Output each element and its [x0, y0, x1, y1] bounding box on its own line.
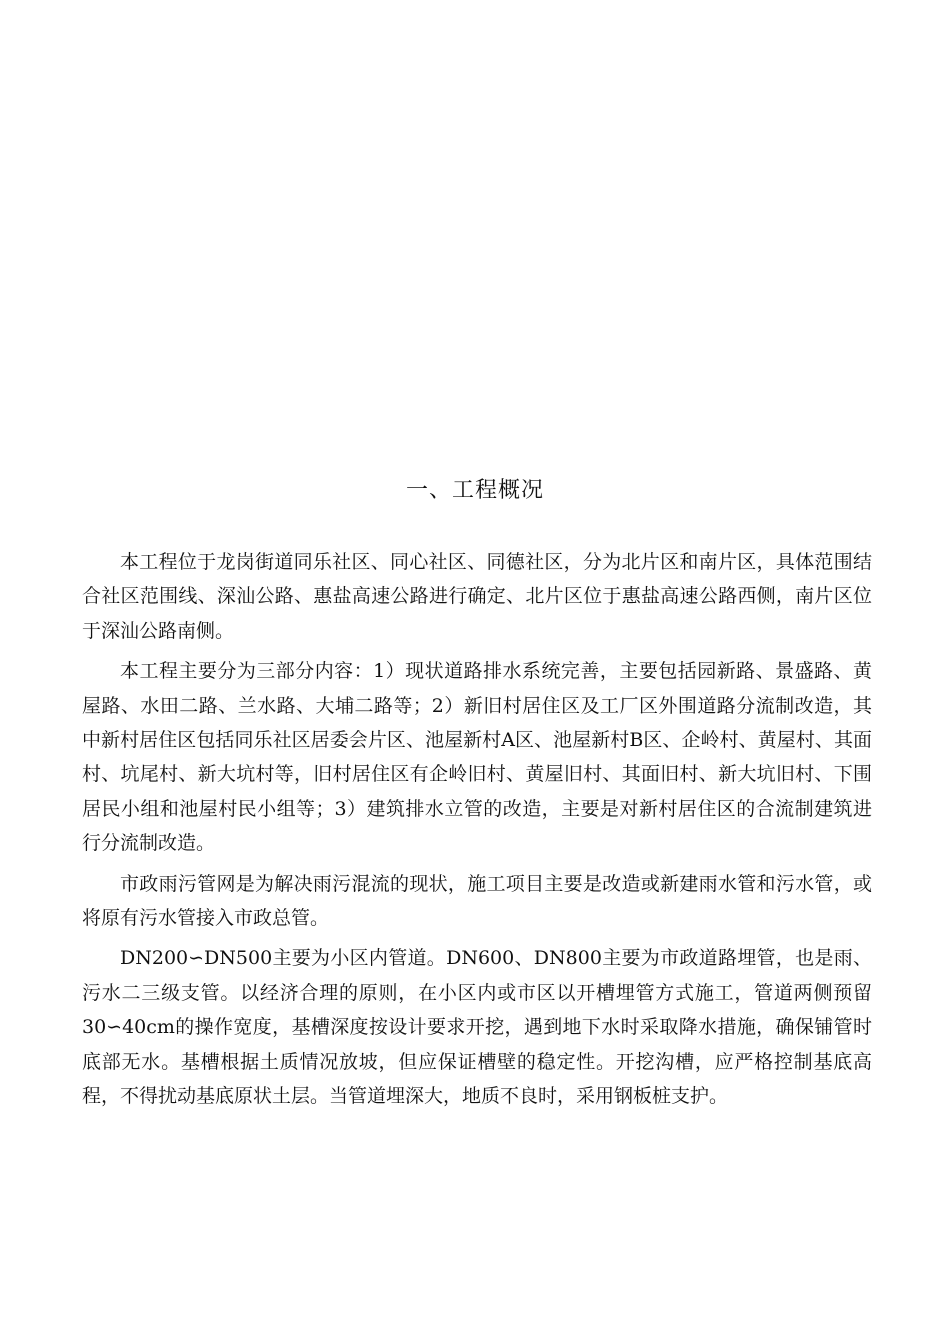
- body-text: [82, 545, 872, 1120]
- paragraph-location: 本工程位于龙岗街道同乐社区、同心社区、同德社区，分为北片区和南片区，具体范围结合社区范围线、深汕公路、惠盐高速公路进行确定、北片区位于惠盐高速公路西侧，南片区位于深汕公路南侧。: [82, 551, 872, 642]
- paragraph-scope: 本工程主要分为三部分内容：1）现状道路排水系统完善，主要包括园新路、景盛路、黄屋路、水田二路、兰水路、大埔二路等；2）新旧村居住区及工厂区外围道路分流制改造，其中新村居住区包括同乐社区居委会片区、池屋新村A区、池屋新村B区、企岭村、黄屋村、其面村、坑尾村、新大坑村等，旧村居住区有企岭旧村、黄屋旧村、其面旧村、新大坑旧村、下围居民小组和池屋村民小组等；3）建筑排水立管的改造，主要是对新村居住区的合流制建筑进行分流制改造。: [82, 660, 872, 855]
- paragraph-pipe-network: 市政雨污管网是为解决雨污混流的现状，施工项目主要是改造或新建雨水管和污水管，或将原有污水管接入市政总管。: [82, 872, 872, 930]
- section-title: 一、工程概况: [405, 478, 544, 503]
- paragraph-construction-method: DN200∽DN500主要为小区内管道。DN600、DN800主要为市政道路埋管，也是雨、污水二三级支管。以经济合理的原则，在小区内或市区以开槽埋管方式施工，管道两侧预留30∽40cm的操作宽度，基槽深度按设计要求开挖，遇到地下水时采取降水措施，确保铺管时底部无水。基槽根据土质情况放坡，但应保证槽壁的稳定性。开挖沟槽，应严格控制基底高程，不得扰动基底原状土层。当管道埋深大，地质不良时，采用钢板桩支护。: [82, 947, 872, 1108]
